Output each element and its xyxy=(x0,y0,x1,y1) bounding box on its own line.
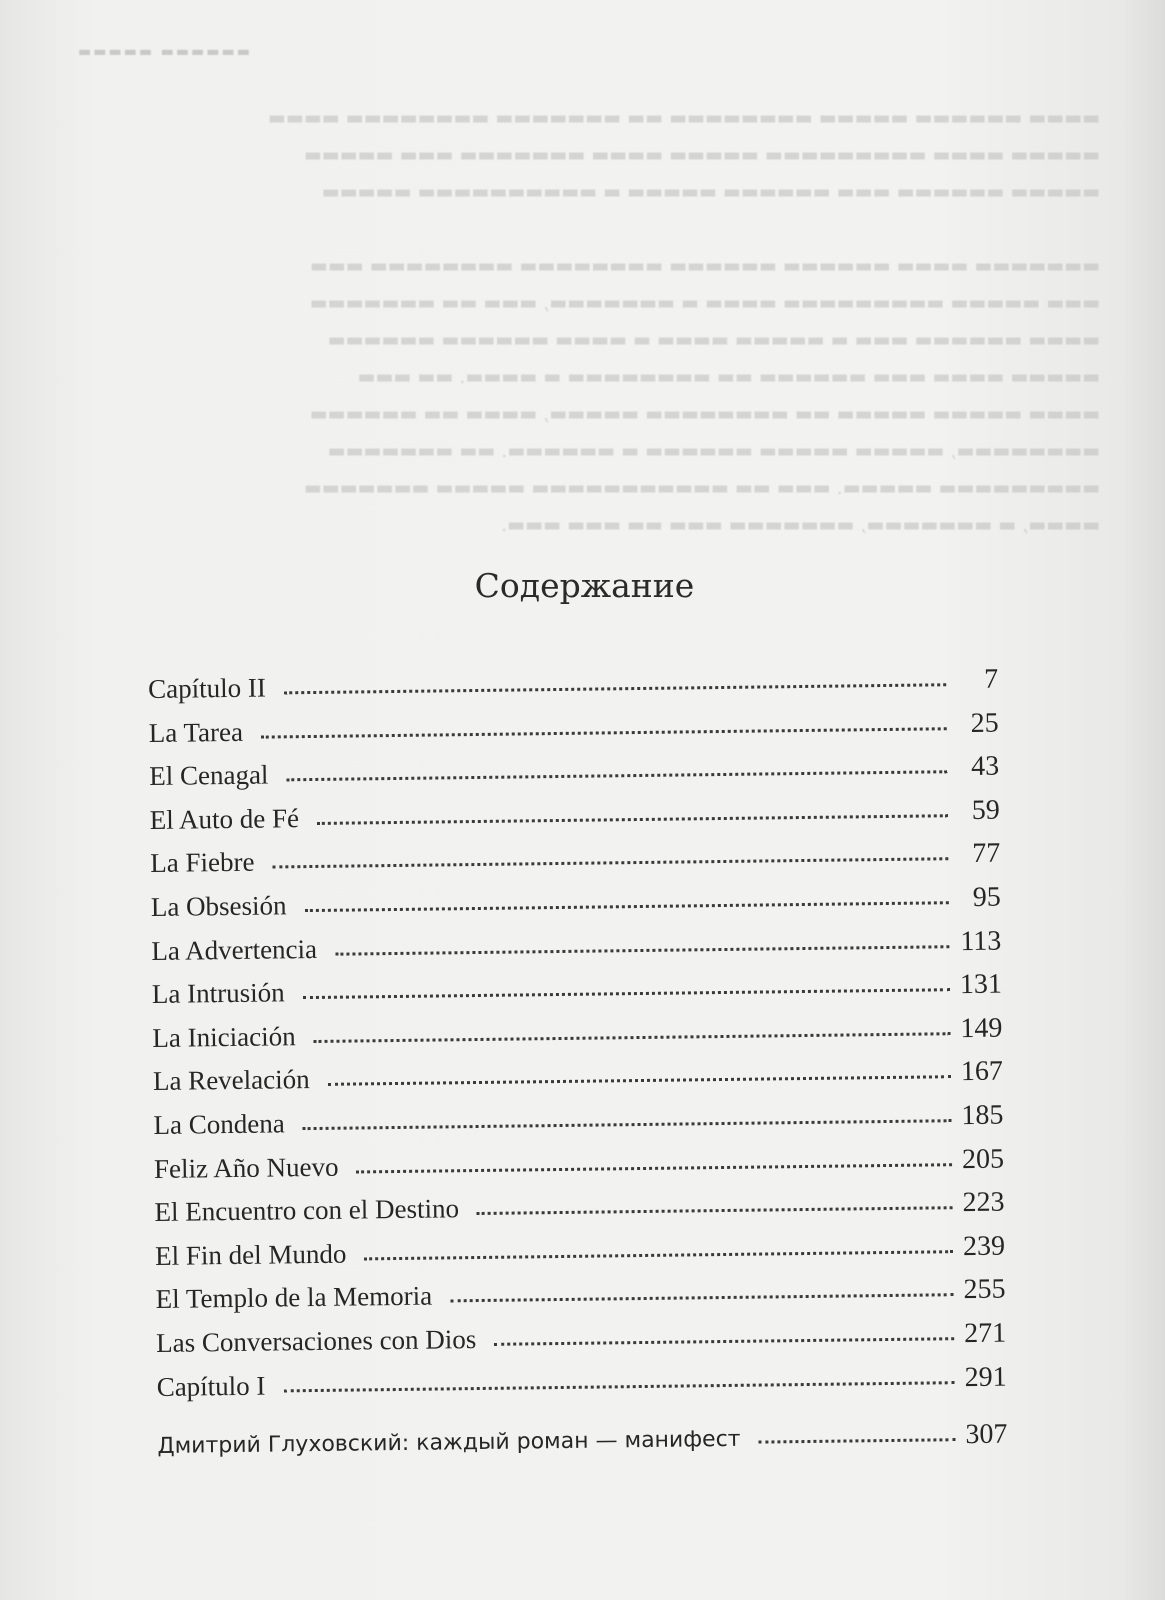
toc-entry-title: El Templo de la Memoria xyxy=(155,1280,433,1315)
dot-leader xyxy=(335,945,949,956)
toc-entry-afterword[interactable] xyxy=(157,1419,1007,1473)
dot-leader xyxy=(284,683,946,694)
toc-entry-page: 291 xyxy=(964,1361,1007,1393)
toc-entry[interactable] xyxy=(157,1361,1007,1415)
dot-leader xyxy=(261,727,947,738)
toc-entry-title: El Encuentro con el Destino xyxy=(154,1193,460,1228)
toc-entry-page: 223 xyxy=(962,1186,1005,1219)
toc-entry-title: Capítulo I xyxy=(156,1370,266,1402)
toc-entry-page: 239 xyxy=(962,1230,1006,1262)
toc-entry-page: 271 xyxy=(963,1317,1007,1349)
dot-leader xyxy=(759,1438,956,1443)
contents-title: Содержание xyxy=(474,566,695,605)
toc-entry-title: La Iniciación xyxy=(152,1020,296,1053)
dot-leader xyxy=(283,1381,954,1392)
dot-leader xyxy=(273,858,949,869)
toc-entry-page: 77 xyxy=(972,837,1001,870)
toc-entry-page: 149 xyxy=(960,1012,1003,1044)
toc-entry-page: 113 xyxy=(960,925,1002,957)
toc-entry-title: La Tarea xyxy=(148,716,244,748)
toc-entry-title: La Revelación xyxy=(152,1064,310,1097)
toc-entry-title: La Advertencia xyxy=(151,933,318,966)
dot-leader xyxy=(328,1076,951,1087)
toc-entry-title: El Fin del Mundo xyxy=(154,1238,347,1271)
toc-entry-page: 7 xyxy=(983,663,999,695)
dot-leader xyxy=(317,814,948,825)
toc-entry-page: 95 xyxy=(972,881,1001,913)
dot-leader xyxy=(364,1250,953,1260)
dot-leader xyxy=(303,1119,952,1130)
dot-leader xyxy=(450,1294,953,1303)
dot-leader xyxy=(305,901,949,912)
toc-entry-page: 307 xyxy=(965,1418,1008,1451)
toc-entry-title: El Cenagal xyxy=(149,759,269,792)
toc-entry-page: 255 xyxy=(963,1273,1006,1306)
dot-leader xyxy=(303,988,950,999)
toc-entry-page: 43 xyxy=(971,750,1000,783)
table-of-contents xyxy=(148,664,1008,1473)
bleed-through-text: ▬▬▬▬ ▬▬▬▬▬▬ ▬▬▬▬▬ ▬▬▬▬▬▬▬▬ ▬▬ ▬▬▬▬▬▬▬ ▬▬▬▬▬▬▬▬ ▬▬▬▬ ▬▬▬▬▬ ▬▬▬▬ ▬▬▬▬▬▬▬▬▬ ▬▬▬▬▬ ▬▬▬▬ ▬▬▬▬▬▬▬ ▬▬▬ ▬▬▬▬▬ ▬▬▬▬▬ ▬▬▬▬▬▬ ▬▬▬ ▬▬▬▬▬▬ ▬▬▬▬▬ ▬ ▬▬▬▬▬▬▬▬▬▬ ▬▬▬▬▬ ▬▬▬▬▬▬▬ ▬▬▬▬ ▬▬▬▬▬▬ ▬▬▬▬▬▬ ▬▬▬▬▬▬▬▬ ▬▬▬▬▬▬▬▬ ▬▬▬ ▬▬▬ ▬▬▬▬▬ ▬▬▬▬▬▬▬▬▬ ▬▬▬▬ ▬ ▬▬▬▬▬▬▬, ▬▬▬ ▬▬ ▬▬▬▬▬▬▬ ▬▬▬▬ ▬▬▬▬▬▬ ▬▬▬ ▬ ▬▬▬▬▬ ▬▬▬▬ ▬ ▬▬▬▬ ▬▬▬▬▬▬ ▬▬▬▬▬▬ ▬▬▬▬▬ ▬▬▬▬ ▬▬▬ ▬▬▬▬▬▬ ▬▬ ▬▬▬▬▬▬▬▬ ▬ ▬▬▬▬. ▬▬ ▬▬▬ ▬▬▬▬ ▬▬▬▬▬ ▬▬▬▬▬ ▬▬ ▬▬▬▬▬▬▬▬ ▬▬▬▬▬, ▬▬▬▬ ▬▬ ▬▬▬▬▬▬ ▬▬▬▬▬▬▬▬, ▬▬▬▬▬ ▬▬▬▬▬ ▬▬▬▬▬▬ ▬ ▬▬▬▬▬▬. ▬▬ ▬▬▬▬▬▬▬ ▬▬▬▬▬▬▬▬▬ ▬▬▬▬▬. ▬▬▬ ▬▬ ▬▬▬▬▬▬▬▬▬▬▬ ▬▬▬▬▬ ▬▬▬▬▬▬▬ ▬▬▬▬, ▬ ▬▬▬▬▬▬▬, ▬▬▬▬▬▬▬ ▬▬▬ ▬▬ ▬▬▬ ▬▬▬. xyxy=(267,107,1100,536)
dot-leader xyxy=(357,1163,953,1173)
toc-entry-title: Las Conversaciones con Dios xyxy=(155,1323,477,1358)
dot-leader xyxy=(287,770,948,781)
toc-entry-page: 131 xyxy=(959,968,1003,1001)
toc-entry-title: El Auto de Fé xyxy=(149,802,300,835)
toc-entry-page: 25 xyxy=(970,707,999,739)
toc-entry-title: La Obsesión xyxy=(150,890,287,922)
toc-entry-title: Feliz Año Nuevo xyxy=(153,1151,339,1184)
toc-entry-title: Дмитрий Глуховский: каждый роман — манифест xyxy=(157,1426,741,1460)
dot-leader xyxy=(314,1032,951,1043)
toc-entry-title: La Intrusión xyxy=(151,977,285,1010)
toc-entry-page: 185 xyxy=(961,1099,1004,1132)
dot-leader xyxy=(477,1206,953,1215)
toc-entry-title: La Condena xyxy=(153,1108,285,1140)
toc-entry-page: 167 xyxy=(960,1055,1004,1088)
toc-entry-page: 59 xyxy=(971,794,1000,826)
toc-entry-title: Capítulo II xyxy=(148,672,267,704)
dot-leader xyxy=(494,1337,954,1346)
bleed-through-running-head: ▬▬▬▬▬ ▬▬▬▬▬▬ xyxy=(78,44,252,60)
toc-entry-page: 205 xyxy=(961,1143,1005,1175)
toc-entry-title: La Fiebre xyxy=(150,847,255,879)
